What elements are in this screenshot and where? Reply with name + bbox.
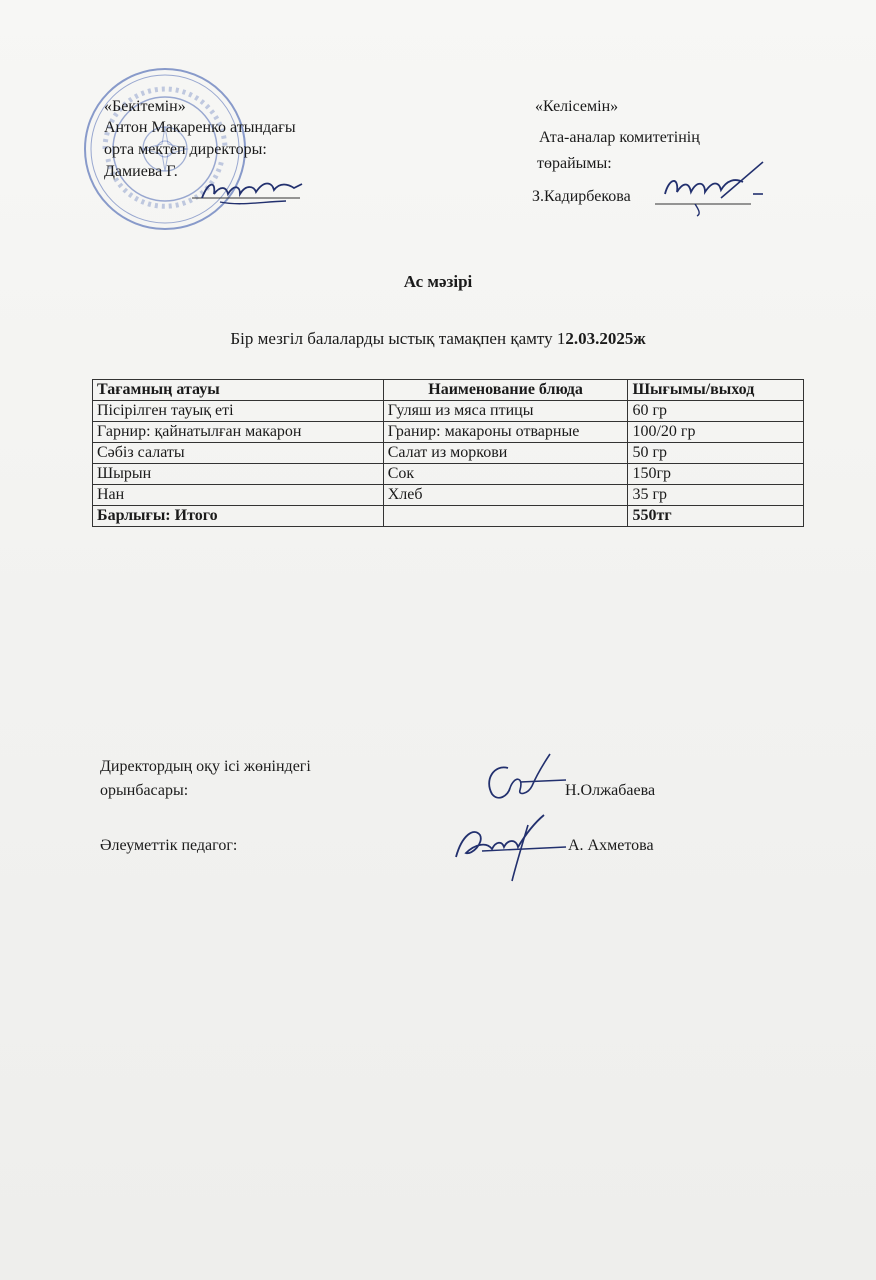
- cell-yield: 100/20 гр: [628, 422, 804, 443]
- deputy-signature-icon: [480, 750, 570, 805]
- agreement-role: төрайымы:: [537, 155, 612, 172]
- header-dish-kz: Тағамның атауы: [93, 380, 384, 401]
- chair-signature-icon: [655, 158, 765, 218]
- table-row: [93, 464, 804, 485]
- cell-yield: 35 гр: [628, 485, 804, 506]
- director-signature-icon: [190, 168, 315, 213]
- cell-dish-ru: Гуляш из мяса птицы: [383, 401, 628, 422]
- pedagog-name: А. Ахметова: [568, 837, 654, 854]
- cell-yield: 150гр: [628, 464, 804, 485]
- cell-dish-kz: Сәбіз салаты: [93, 443, 384, 464]
- cell-dish-kz: Гарнир: қайнатылған макарон: [93, 422, 384, 443]
- table-row: [93, 485, 804, 506]
- cell-dish-kz: Нан: [93, 485, 384, 506]
- approval-role: орта мектеп директоры:: [104, 141, 267, 158]
- agreement-chair-name: З.Кадирбекова: [532, 188, 631, 205]
- deputy-role-line1: Директордың оқу ісі жөніндегі: [100, 758, 311, 775]
- approval-director-name: Дамиева Г.: [104, 163, 178, 180]
- deputy-role-line2: орынбасары:: [100, 782, 189, 799]
- total-value: 550тг: [628, 506, 804, 527]
- cell-dish-kz: Пісірілген тауық еті: [93, 401, 384, 422]
- pedagog-signature-icon: [452, 805, 567, 885]
- menu-table: [92, 379, 804, 527]
- approval-school: Антон Макаренко атындағы: [104, 119, 296, 136]
- subtitle-date: 2.03.2025ж: [565, 329, 646, 348]
- header-yield: Шығымы/выход: [628, 380, 804, 401]
- cell-dish-ru: Гранир: макароны отварные: [383, 422, 628, 443]
- table-header-row: [93, 380, 804, 401]
- cell-dish-ru: Салат из моркови: [383, 443, 628, 464]
- cell-dish-ru: Сок: [383, 464, 628, 485]
- approval-heading: «Бекітемін»: [104, 98, 186, 115]
- pedagog-role: Әлеуметтік педагог:: [100, 837, 238, 854]
- cell-yield: 60 гр: [628, 401, 804, 422]
- table-row: [93, 401, 804, 422]
- deputy-name: Н.Олжабаева: [565, 782, 656, 799]
- cell-dish-kz: Шырын: [93, 464, 384, 485]
- cell-dish-ru: Хлеб: [383, 485, 628, 506]
- menu-title: Ас мәзірі: [403, 272, 473, 291]
- header-dish-ru: Наименование блюда: [383, 380, 628, 401]
- total-label: Барлығы: Итого: [93, 506, 384, 527]
- cell-yield: 50 гр: [628, 443, 804, 464]
- total-empty: [383, 506, 628, 527]
- table-total-row: [93, 506, 804, 527]
- agreement-committee: Ата-аналар комитетінің: [539, 129, 700, 146]
- menu-subtitle: [0, 329, 876, 349]
- table-row: [93, 443, 804, 464]
- agreement-heading: «Келісемін»: [535, 98, 619, 115]
- subtitle-text: Бір мезгіл балаларды ыстық тамақпен қамту 1: [230, 329, 566, 348]
- table-row: [93, 422, 804, 443]
